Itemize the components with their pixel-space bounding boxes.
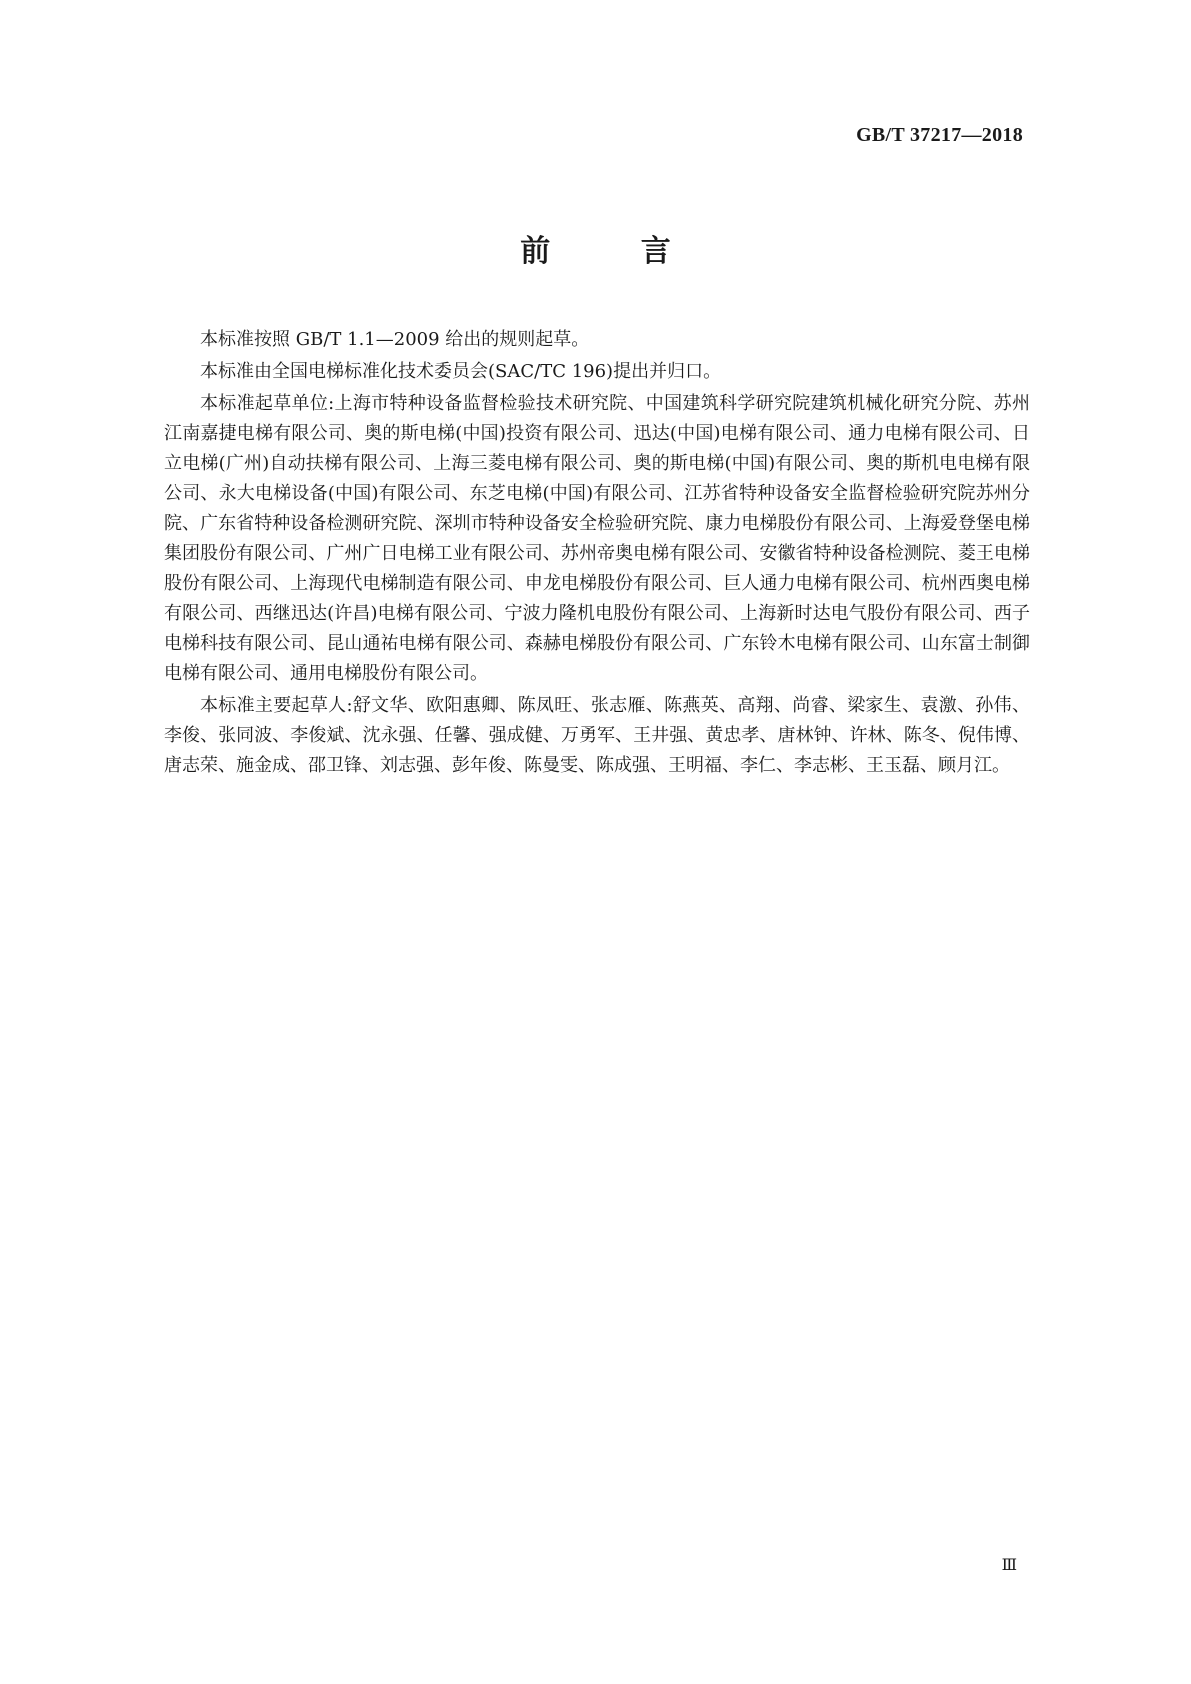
foreword-body xyxy=(164,325,1030,783)
paragraph-proposer: 本标准由全国电梯标准化技术委员会(SAC/TC 196)提出并归口。 xyxy=(200,361,722,382)
paragraph-main-drafters: 本标准主要起草人:舒文华、欧阳惠卿、陈凤旺、张志雁、陈燕英、高翔、尚睿、梁家生、袁激、孙伟、李俊、张同波、李俊斌、沈永强、任馨、强成健、万勇军、王井强、黄忠孝、唐林钟、许林、陈冬、倪伟博、唐志荣、施金成、邵卫锋、刘志强、彭年俊、陈曼雯、陈成强、王明福、李仁、李志彬、王玉磊、顾月江。 xyxy=(164,695,1030,776)
paragraph-drafting-units: 本标准起草单位:上海市特种设备监督检验技术研究院、中国建筑科学研究院建筑机械化研究分院、苏州江南嘉捷电梯有限公司、奥的斯电梯(中国)投资有限公司、迅达(中国)电梯有限公司、通力电梯有限公司、日立电梯(广州)自动扶梯有限公司、上海三菱电梯有限公司、奥的斯电梯(中国)有限公司、奥的斯机电电梯有限公司、永大电梯设备(中国)有限公司、东芝电梯(中国)有限公司、江苏省特种设备安全监督检验研究院苏州分院、广东省特种设备检测研究院、深圳市特种设备安全检验研究院、康力电梯股份有限公司、上海爱登堡电梯集团股份有限公司、广州广日电梯工业有限公司、苏州帝奥电梯有限公司、安徽省特种设备检测院、菱王电梯股份有限公司、上海现代电梯制造有限公司、申龙电梯股份有限公司、巨人通力电梯有限公司、杭州西奥电梯有限公司、西继迅达(许昌)电梯有限公司、宁波力隆机电股份有限公司、上海新时达电气股份有限公司、西子电梯科技有限公司、昆山通祐电梯有限公司、森赫电梯股份有限公司、广东铃木电梯有限公司、山东富士制御电梯有限公司、通用电梯股份有限公司。 xyxy=(164,393,1030,684)
standard-code: GB/T 37217—2018 xyxy=(856,124,1023,146)
page-number: Ⅲ xyxy=(1001,1555,1017,1574)
paragraph-drafting-rules: 本标准按照 GB/T 1.1—2009 给出的规则起草。 xyxy=(200,329,590,350)
page-title: 前 言 xyxy=(520,234,711,269)
